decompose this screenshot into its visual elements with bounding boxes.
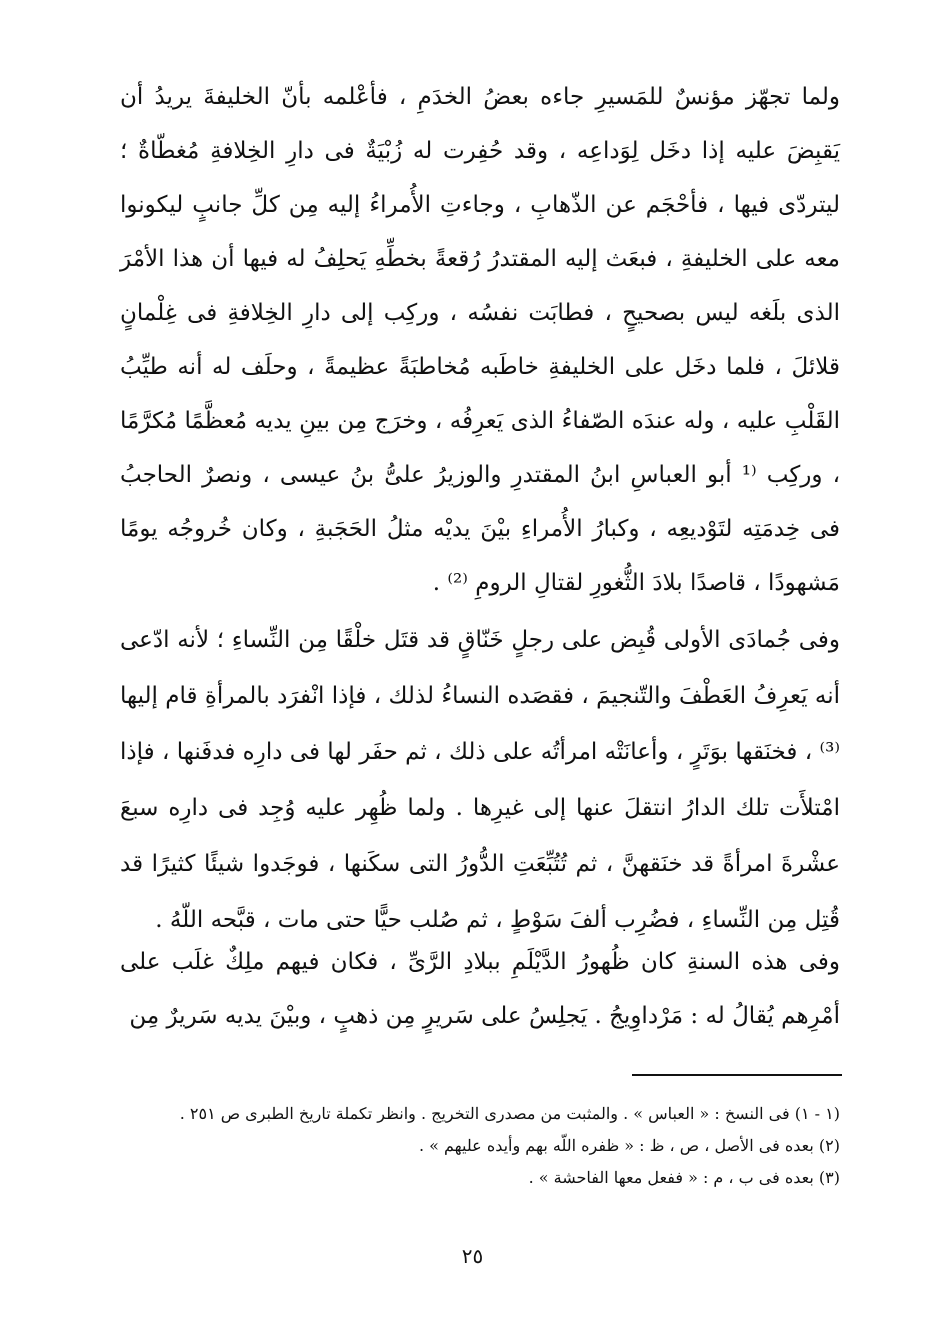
body-paragraph-1 — [120, 70, 840, 610]
footnotes — [120, 1098, 840, 1194]
paragraph-text: وفى هذه السنةِ كان ظُهورُ الدَّيْلَمِ ببلادِ الرَّىِّ ، فكان فيهم ملِكٌ غلَب على أمْرِهم يُقالُ له : مَرْداوِيجُ . يَجلِسُ على سَريرٍ مِن ذهبٍ ، وبيْنَ يديه سَريرٌ مِن — [120, 949, 840, 1029]
body-paragraph-2 — [120, 612, 840, 948]
footnote-3: (٣) بعده فى ب ، م : « ففعل معها الفاحشة » . — [528, 1168, 840, 1187]
page-number: ٢٥ — [461, 1244, 484, 1268]
footnote-divider — [632, 1074, 842, 1076]
paragraph-text: وفى جُمادَى الأولى قُبِض على رجلٍ خَنّاقٍ قد قتَل خلْقًا مِن النِّساءِ ؛ لأنه ادّعى أنه يَعرِفُ العَطْفَ والتّنجيمَ ، فقصَده النساءُ لذلك ، فإذا انْفرَد بالمرأةِ قام إليها ⁽³⁾ ، فخنَقها بوَتَرٍ ، وأعانَتْه امرأتُه على ذلك ، ثم حفَر لها فى دارِه فدفَنها ، فإذا امْتلأَت تلك الدارُ انتقلَ عنها إلى غيرِها . ولما ظُهِر عليه وُجِد فى دارِه سبعَ عشْرةَ امرأةً قد خنَقهنَّ ، ثم تُتُبِّعَتِ الدُّورُ التى سكَنها ، فوجَدوا شيئًا كثيرًا قد قُتِل مِن النِّساءِ ، فضُرِب ألفَ سَوْطٍ ، ثم صُلب حيًّا حتى مات ، قبَّحه اللّهُ . — [120, 627, 840, 933]
footnote-1: (١ - ١) فى النسخ : « العباس » . والمثبت من مصدرى التخريج . وانظر تكملة تاريخ الطبرى ص ٢٥١ . — [179, 1104, 840, 1123]
footnote-2: (٢) بعده فى الأصل ، ص ، ظ : « ظفره اللّه بهم وأيده عليهم » . — [418, 1136, 840, 1155]
body-paragraph-3 — [120, 935, 840, 1043]
paragraph-text: ولما تجهّز مؤنسٌ للمَسيرِ جاءه بعضُ الخدَمِ ، فأعْلمه بأنّ الخليفةَ يريدُ أن يَقبِضَ عليه إذا دخَل لِوَداعِه ، وقد حُفِرت له زُبْيَةٌ فى دارِ الخِلافةِ مُغطّاةٌ ؛ ليتردّى فيها ، فأحْجَم عن الذّهابِ ، وجاءتِ الأُمراءُ إليه مِن كلِّ جانبٍ ليكونوا معه على الخليفةِ ، فبعَث إليه المقتدرُ رُقعةً بخطِّهِ يَحلِفُ له فيها أن هذا الأمْرَ الذى بلَغه ليس بصحيحٍ ، فطابَت نفسُه ، وركِب إلى دارِ الخِلافةِ فى غِلْمانٍ قلائلَ ، فلما دخَل على الخليفةِ خاطَبه مُخاطبَةً عظيمةً ، وحلَف له أنه طيِّبُ القَلْبِ عليه ، وله عندَه الصّفاءُ الذى يَعرِفُه ، وخرَج مِن بينِ يديه مُعظَّمًا مُكرَّمًا ، وركِب ⁽¹ أبو العباسِ ابنُ المقتدرِ والوزيرُ علىُّ بنُ عيسى ، ونصرٌ الحاجبُ فى خِدمَتِه لتَوْديعِه ، وكبارُ الأُمراءِ بيْنَ يديْه مثلُ الحَجَبةِ ، وكان خُروجُه يومًا مَشهودًا ، قاصدًا بلادَ الثُّغورِ لقتالِ الرومِ ⁽²⁾ . — [120, 84, 840, 596]
